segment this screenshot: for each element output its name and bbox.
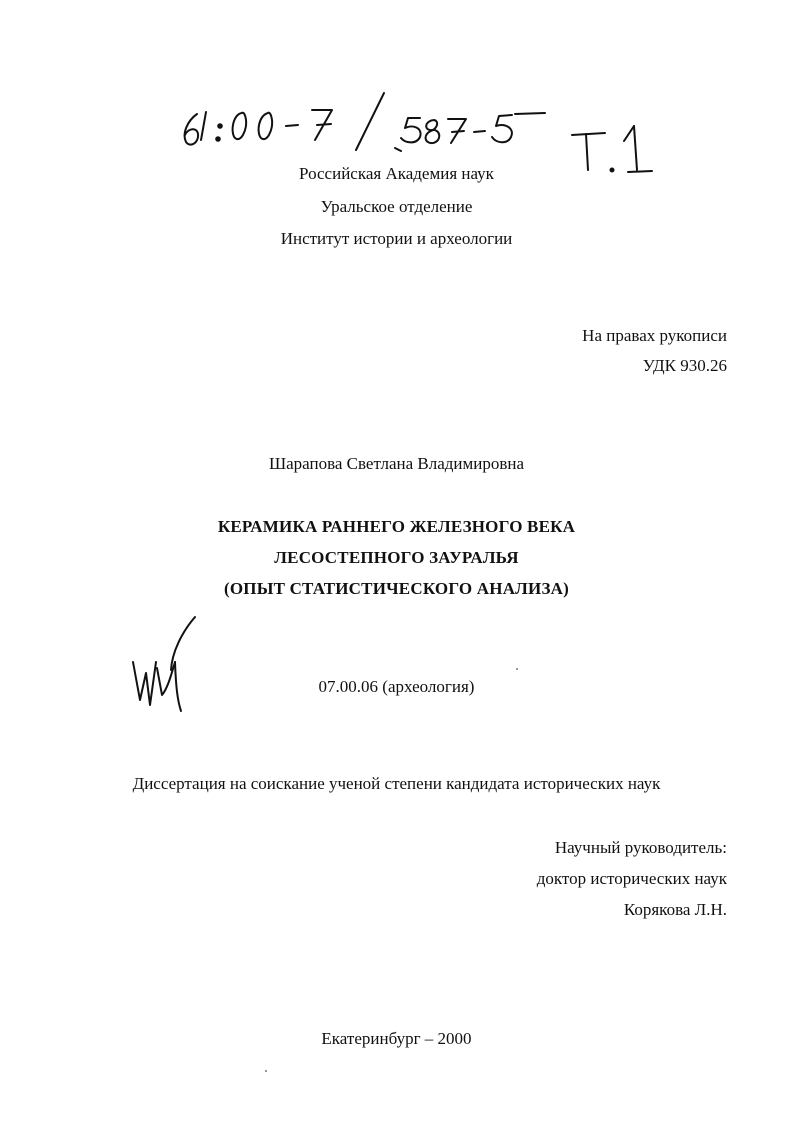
supervisor-name: Корякова Л.Н. bbox=[623, 900, 727, 919]
title-line-1: КЕРАМИКА РАННЕГО ЖЕЛЕЗНОГО ВЕКА bbox=[217, 517, 576, 536]
supervisor-role: Научный руководитель: bbox=[554, 838, 727, 857]
city-year: Екатеринбург – 2000 bbox=[321, 1029, 472, 1048]
dissertation-type: Диссертация на соискание ученой степени кандидата исторических наук bbox=[132, 774, 661, 793]
udk-code: УДК 930.26 bbox=[642, 356, 727, 375]
archive-number-handwriting bbox=[185, 93, 545, 151]
paper-speck bbox=[265, 1070, 267, 1072]
title-line-3: (ОПЫТ СТАТИСТИЧЕСКОГО АНАЛИЗА) bbox=[223, 579, 569, 598]
manuscript-rights: На правах рукописи bbox=[582, 326, 727, 345]
supervisor-degree: доктор исторических наук bbox=[536, 869, 727, 888]
academy-name: Российская Академия наук bbox=[299, 164, 494, 183]
institute-name: Институт истории и археологии bbox=[280, 229, 513, 248]
branch-name: Уральское отделение bbox=[320, 197, 473, 216]
paper-speck bbox=[516, 668, 518, 670]
author-name: Шарапова Светлана Владимировна bbox=[268, 454, 525, 473]
title-line-2: ЛЕСОСТЕПНОГО ЗАУРАЛЬЯ bbox=[274, 548, 519, 567]
specialty-code: 07.00.06 (археология) bbox=[318, 677, 475, 696]
